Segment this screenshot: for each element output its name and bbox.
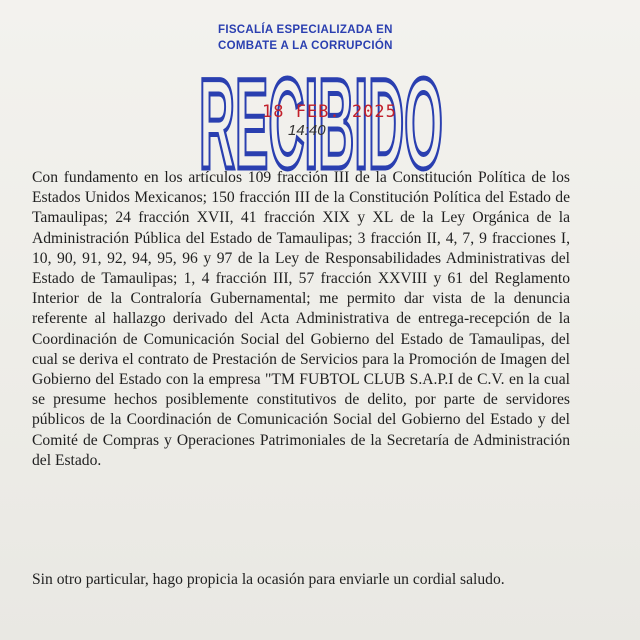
stamp-agency-line-1: FISCALÍA ESPECIALIZADA EN — [218, 24, 393, 36]
stamp-received-word-text: RECIBIDO — [199, 53, 443, 196]
stamp-agency-line-2: COMBATE A LA CORRUPCIÓN — [218, 40, 393, 52]
closing-paragraph: Sin otro particular, hago propicia la ocasión para enviarle un cordial saludo. — [32, 571, 505, 588]
received-stamp — [196, 20, 448, 196]
stamp-date: 18 FEB. 2025 — [262, 102, 397, 122]
stamp-handwritten-time: 14:40 — [288, 122, 326, 139]
body-paragraph: Con fundamento en los artículos 109 fracción III de la Constitución Política de los Estados Unidos Mexicanos; 150 fracción III de la Constitución Política del Estado de Tamaulipas; 24 fracción XVII, 41 fracción XIX y XL de la Ley Orgánica de la Administración Pública del Estado de Tamaulipas; 3 fracción II, 4, 7, 9 fracciones I, 10, 90, 91, 92, 94, 95, 96 y 97 de la Ley de Responsabilidades Administrativas del Estado de Tamaulipas; 1, 4 fracción III, 57 fracción XXVIII y 61 del Reglamento Interior de la Contraloría Gubernamental; me permito dar vista de la denuncia referente al hallazgo derivado del Acta Administrativa de entrega-recepción de la Coordinación de Comunicación Social del Gobierno del Estado de Tamaulipas, del cual se deriva el contrato de Prestación de Servicios para la Promoción de Imagen del Gobierno del Estado con la empresa "TM FUBTOL CLUB S.A.P.I de C.V. en la cual se presume hechos posiblemente constitutivos de delito, por parte de servidores públicos de la Coordinación de Comunicación Social del Gobierno del Estado y del Comité de Compras y Operaciones Patrimoniales de la Secretaría de Administración del Estado. — [32, 169, 570, 469]
